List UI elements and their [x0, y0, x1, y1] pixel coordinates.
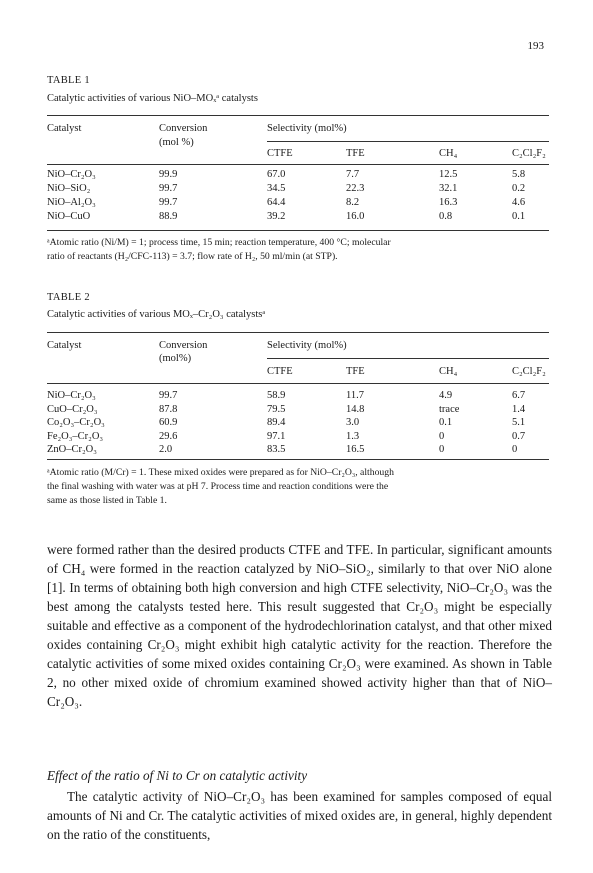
table2-selectivity-rule: [267, 358, 549, 359]
table2-footnote-line3: same as those listed in Table 1.: [47, 495, 167, 506]
table1-cell-tfe: 7.7: [346, 169, 360, 180]
table2-footnote-line2: the final washing with water was at pH 7. Process time and reaction conditions were the: [47, 481, 389, 492]
table2-cell-catalyst: Fe₂O₃–Cr₂O₃: [47, 430, 104, 442]
table2-header-conversion: Conversion: [159, 340, 208, 351]
table1-header-selectivity: Selectivity (mol%): [267, 123, 347, 134]
table2-header-ch4: CH₄: [439, 366, 458, 377]
table2-cell-conversion: 29.6: [159, 430, 178, 442]
page-number: 193: [527, 40, 544, 52]
table1-header-tfe: TFE: [346, 148, 365, 159]
table1-top-rule: [47, 115, 549, 116]
table2-cell-conversion: 87.8: [159, 403, 178, 415]
table2-cell-conversion: 99.7: [159, 390, 178, 401]
table2-cell-ctfe: 79.5: [267, 403, 286, 415]
table1-selectivity-rule: [267, 141, 549, 142]
table2-cell-ch4: trace: [439, 403, 460, 415]
table2-cell-ch4: 0.1: [439, 417, 453, 428]
table1-cell-ctfe: 67.0: [267, 169, 286, 180]
table2-cell-ch4: 0: [439, 444, 445, 455]
table2-cell-ctfe: 83.5: [267, 444, 286, 455]
table1-cell-catalyst: NiO–Al₂O₃: [47, 197, 96, 208]
table2-cell-catalyst: CuO–Cr₂O₃: [47, 403, 98, 415]
table1-cell-conversion: 88.9: [159, 211, 178, 222]
table2-cell-c2cl2f2: 0: [512, 444, 518, 455]
table1-cell-tfe: 22.3: [346, 183, 365, 194]
table1-cell-catalyst: NiO–SiO₂: [47, 183, 91, 194]
table1-header-ctfe: CTFE: [267, 148, 293, 159]
table2-cell-c2cl2f2: 5.1: [512, 417, 526, 428]
table2-cell-ctfe: 89.4: [267, 417, 286, 428]
table1-bottom-rule: [47, 230, 549, 231]
table2-cell-catalyst: ZnO–Cr₂O₃: [47, 444, 97, 455]
table1-cell-ch4: 0.8: [439, 211, 453, 222]
table2-top-rule: [47, 332, 549, 333]
table1-cell-c2cl2f2: 5.8: [512, 169, 526, 180]
table2-header-conversion-unit: (mol%): [159, 353, 192, 364]
table2-header-selectivity: Selectivity (mol%): [267, 340, 347, 351]
table1-cell-c2cl2f2: 0.1: [512, 211, 526, 222]
table1-cell-ctfe: 64.4: [267, 197, 286, 208]
table2-cell-conversion: 60.9: [159, 417, 178, 428]
table2-cell-c2cl2f2: 0.7: [512, 430, 526, 442]
table2-cell-ch4: 4.9: [439, 390, 453, 401]
table2-cell-tfe: 11.7: [346, 390, 364, 401]
table1-cell-ch4: 16.3: [439, 197, 458, 208]
table2-cell-tfe: 3.0: [346, 417, 360, 428]
table1-cell-ch4: 32.1: [439, 183, 458, 194]
table2-cell-tfe: 1.3: [346, 430, 360, 442]
table1-cell-tfe: 16.0: [346, 211, 365, 222]
table2-cell-tfe: 14.8: [346, 403, 365, 415]
table1-cell-conversion: 99.9: [159, 169, 178, 180]
table2-cell-tfe: 16.5: [346, 444, 365, 455]
table2-bottom-rule: [47, 459, 549, 460]
table2-header-catalyst: Catalyst: [47, 340, 82, 351]
section-heading: Effect of the ratio of Ni to Cr on catalytic activity: [47, 768, 308, 783]
table2-cell-catalyst: Co₂O₃–Cr₂O₃: [47, 417, 105, 428]
table1-footnote-line2: ratio of reactants (H₂/CFC-113) = 3.7; flow rate of H₂, 50 ml/min (at STP).: [47, 251, 338, 262]
table1-cell-tfe: 8.2: [346, 197, 360, 208]
table1-caption: Catalytic activities of various NiO–MOₓᵃ catalysts: [47, 93, 258, 104]
table2-header-c2cl2f2: C₂Cl₂F₂: [512, 366, 546, 377]
table1-cell-catalyst: NiO–Cr₂O₃: [47, 169, 96, 180]
table1-header-ch4: CH₄: [439, 148, 458, 159]
table2-cell-ctfe: 97.1: [267, 430, 286, 442]
table2-header-tfe: TFE: [346, 366, 365, 377]
table1-cell-ctfe: 34.5: [267, 183, 286, 194]
table1-header-rule: [47, 164, 549, 165]
table1-header-conversion-unit: (mol %): [159, 137, 194, 148]
table1-cell-ch4: 12.5: [439, 169, 458, 180]
table1-header-c2cl2f2: C₂Cl₂F₂: [512, 148, 546, 159]
table2-cell-c2cl2f2: 1.4: [512, 403, 526, 415]
table1-cell-conversion: 99.7: [159, 197, 178, 208]
table2-header-ctfe: CTFE: [267, 366, 293, 377]
section-paragraph: The catalytic activity of NiO–Cr₂O₃ has been examined for samples composed of equal amounts of Ni and Cr. The catalytic activities of mixed oxides are, in general, highly dependent on the ratio of the constituents,: [47, 789, 552, 842]
body-paragraph: were formed rather than the desired products CTFE and TFE. In particular, significant amounts of CH₄ were formed in the reaction catalyzed by NiO–SiO₂, similarly to that over NiO alone [1]. In terms of obtaining both high conversion and high CTFE selectivity, NiO–Cr₂O₃ was the best among the catalysts tested here. This result suggested that Cr₂O₃ might be especially suitable and effective as a component of the hydrodechlorination catalyst, and that other mixed oxides containing Cr₂O₃ might exhibit high catalytic activity for the reaction. Therefore the catalytic activities of some mixed oxides containing Cr₂O₃ were examined. As shown in Table 2, no other mixed oxide of chromium examined showed activity higher than that of NiO–Cr₂O₃.: [47, 542, 552, 709]
table2-footnote-line1: ᵃAtomic ratio (M/Cr) = 1. These mixed oxides were prepared as for NiO–Cr₂O₃, although: [47, 467, 394, 478]
table1-cell-conversion: 99.7: [159, 183, 178, 194]
table2-header-rule: [47, 383, 549, 384]
table1-header-catalyst: Catalyst: [47, 123, 82, 134]
table1-cell-c2cl2f2: 0.2: [512, 183, 526, 194]
table1-label: TABLE 1: [47, 75, 90, 86]
table2-label: TABLE 2: [47, 292, 90, 303]
table2-cell-conversion: 2.0: [159, 444, 173, 455]
table2-cell-ctfe: 58.9: [267, 390, 286, 401]
table1-footnote-line1: ᵃAtomic ratio (Ni/M) = 1; process time, 15 min; reaction temperature, 400 °C; molecular: [47, 237, 391, 248]
table2-cell-catalyst: NiO–Cr₂O₃: [47, 390, 96, 401]
table1-header-conversion: Conversion: [159, 123, 208, 134]
table1-cell-c2cl2f2: 4.6: [512, 197, 526, 208]
table2-cell-c2cl2f2: 6.7: [512, 390, 526, 401]
table1-cell-ctfe: 39.2: [267, 211, 286, 222]
table2-caption: Catalytic activities of various MOₓ–Cr₂O₃ catalystsᵃ: [47, 309, 266, 320]
table1-cell-catalyst: NiO–CuO: [47, 211, 91, 222]
table2-cell-ch4: 0: [439, 430, 445, 442]
